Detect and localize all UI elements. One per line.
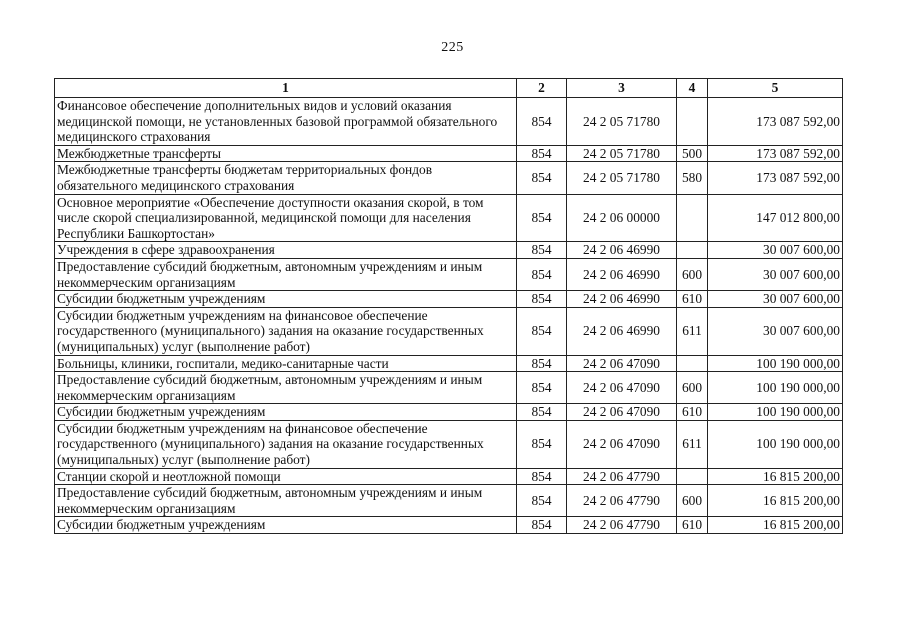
row-name-cell: Субсидии бюджетным учреждениям на финансовое обеспечение государственного (муниципального) задания на оказание государственных (муниципальных) услуг (выполнение работ) [55, 420, 517, 468]
row-name-cell: Станции скорой и неотложной помощи [55, 468, 517, 485]
row-ga-code-cell: 854 [517, 485, 567, 517]
table-row [55, 517, 843, 534]
row-target-article-cell: 24 2 06 46990 [567, 242, 677, 259]
row-ga-code-cell: 854 [517, 468, 567, 485]
row-name-cell: Учреждения в сфере здравоохранения [55, 242, 517, 259]
row-expense-type-cell: 580 [677, 162, 708, 194]
row-amount-cell: 16 815 200,00 [708, 485, 843, 517]
row-amount-cell: 30 007 600,00 [708, 291, 843, 308]
header-col-2: 2 [517, 79, 567, 98]
table-row [55, 242, 843, 259]
header-col-4: 4 [677, 79, 708, 98]
row-expense-type-cell: 600 [677, 258, 708, 290]
row-expense-type-cell [677, 468, 708, 485]
row-name-cell: Межбюджетные трансферты [55, 145, 517, 162]
row-expense-type-cell [677, 194, 708, 242]
table-row [55, 420, 843, 468]
row-target-article-cell: 24 2 06 47090 [567, 355, 677, 372]
row-name-cell: Предоставление субсидий бюджетным, автономным учреждениям и иным некоммерческим организациям [55, 485, 517, 517]
row-target-article-cell: 24 2 06 47790 [567, 468, 677, 485]
row-target-article-cell: 24 2 06 46990 [567, 291, 677, 308]
row-target-article-cell: 24 2 05 71780 [567, 98, 677, 146]
header-col-3: 3 [567, 79, 677, 98]
page-number: 225 [441, 40, 464, 55]
table-row [55, 291, 843, 308]
row-target-article-cell: 24 2 06 47790 [567, 485, 677, 517]
row-amount-cell: 100 190 000,00 [708, 372, 843, 404]
row-expense-type-cell [677, 242, 708, 259]
row-ga-code-cell: 854 [517, 372, 567, 404]
row-name-cell: Основное мероприятие «Обеспечение доступности оказания скорой, в том числе скорой специализированной, медицинской помощи для населения Республики Башкортостан» [55, 194, 517, 242]
table-row [55, 372, 843, 404]
table-row [55, 307, 843, 355]
row-name-cell: Субсидии бюджетным учреждениям [55, 404, 517, 421]
row-target-article-cell: 24 2 05 71780 [567, 162, 677, 194]
row-ga-code-cell: 854 [517, 145, 567, 162]
row-target-article-cell: 24 2 06 46990 [567, 307, 677, 355]
row-ga-code-cell: 854 [517, 258, 567, 290]
row-amount-cell: 30 007 600,00 [708, 307, 843, 355]
row-amount-cell: 100 190 000,00 [708, 355, 843, 372]
table-body [55, 98, 843, 534]
row-amount-cell: 30 007 600,00 [708, 258, 843, 290]
row-target-article-cell: 24 2 06 47090 [567, 372, 677, 404]
row-expense-type-cell: 610 [677, 404, 708, 421]
table-row [55, 162, 843, 194]
row-ga-code-cell: 854 [517, 194, 567, 242]
row-name-cell: Субсидии бюджетным учреждениям на финансовое обеспечение государственного (муниципального) задания на оказание государственных (муниципальных) услуг (выполнение работ) [55, 307, 517, 355]
table-row [55, 98, 843, 146]
table-row [55, 258, 843, 290]
row-expense-type-cell [677, 355, 708, 372]
row-amount-cell: 173 087 592,00 [708, 162, 843, 194]
table-row [55, 468, 843, 485]
row-expense-type-cell: 500 [677, 145, 708, 162]
row-expense-type-cell: 600 [677, 485, 708, 517]
row-target-article-cell: 24 2 06 47790 [567, 517, 677, 534]
table-row [55, 485, 843, 517]
row-name-cell: Предоставление субсидий бюджетным, автономным учреждениям и иным некоммерческим организациям [55, 372, 517, 404]
header-col-1: 1 [55, 79, 517, 98]
row-target-article-cell: 24 2 06 46990 [567, 258, 677, 290]
table-row [55, 145, 843, 162]
header-col-5: 5 [708, 79, 843, 98]
row-amount-cell: 30 007 600,00 [708, 242, 843, 259]
row-name-cell: Межбюджетные трансферты бюджетам территориальных фондов обязательного медицинского страхования [55, 162, 517, 194]
row-expense-type-cell: 611 [677, 307, 708, 355]
row-amount-cell: 16 815 200,00 [708, 468, 843, 485]
row-ga-code-cell: 854 [517, 291, 567, 308]
table-row [55, 355, 843, 372]
row-ga-code-cell: 854 [517, 242, 567, 259]
row-target-article-cell: 24 2 05 71780 [567, 145, 677, 162]
row-ga-code-cell: 854 [517, 404, 567, 421]
row-ga-code-cell: 854 [517, 98, 567, 146]
row-ga-code-cell: 854 [517, 307, 567, 355]
budget-table [54, 78, 843, 534]
row-expense-type-cell: 610 [677, 291, 708, 308]
row-expense-type-cell: 611 [677, 420, 708, 468]
row-target-article-cell: 24 2 06 47090 [567, 420, 677, 468]
row-target-article-cell: 24 2 06 00000 [567, 194, 677, 242]
row-expense-type-cell [677, 98, 708, 146]
row-name-cell: Субсидии бюджетным учреждениям [55, 291, 517, 308]
table-row [55, 404, 843, 421]
header-row [55, 79, 843, 98]
row-amount-cell: 147 012 800,00 [708, 194, 843, 242]
row-name-cell: Финансовое обеспечение дополнительных видов и условий оказания медицинской помощи, не установленных базовой программой обязательного медицинского страхования [55, 98, 517, 146]
row-amount-cell: 173 087 592,00 [708, 98, 843, 146]
row-ga-code-cell: 854 [517, 517, 567, 534]
table-row [55, 194, 843, 242]
row-name-cell: Предоставление субсидий бюджетным, автономным учреждениям и иным некоммерческим организациям [55, 258, 517, 290]
row-amount-cell: 100 190 000,00 [708, 404, 843, 421]
row-amount-cell: 173 087 592,00 [708, 145, 843, 162]
row-amount-cell: 100 190 000,00 [708, 420, 843, 468]
row-ga-code-cell: 854 [517, 355, 567, 372]
row-target-article-cell: 24 2 06 47090 [567, 404, 677, 421]
row-ga-code-cell: 854 [517, 420, 567, 468]
row-expense-type-cell: 600 [677, 372, 708, 404]
row-name-cell: Субсидии бюджетным учреждениям [55, 517, 517, 534]
row-amount-cell: 16 815 200,00 [708, 517, 843, 534]
row-name-cell: Больницы, клиники, госпитали, медико-санитарные части [55, 355, 517, 372]
row-ga-code-cell: 854 [517, 162, 567, 194]
row-expense-type-cell: 610 [677, 517, 708, 534]
